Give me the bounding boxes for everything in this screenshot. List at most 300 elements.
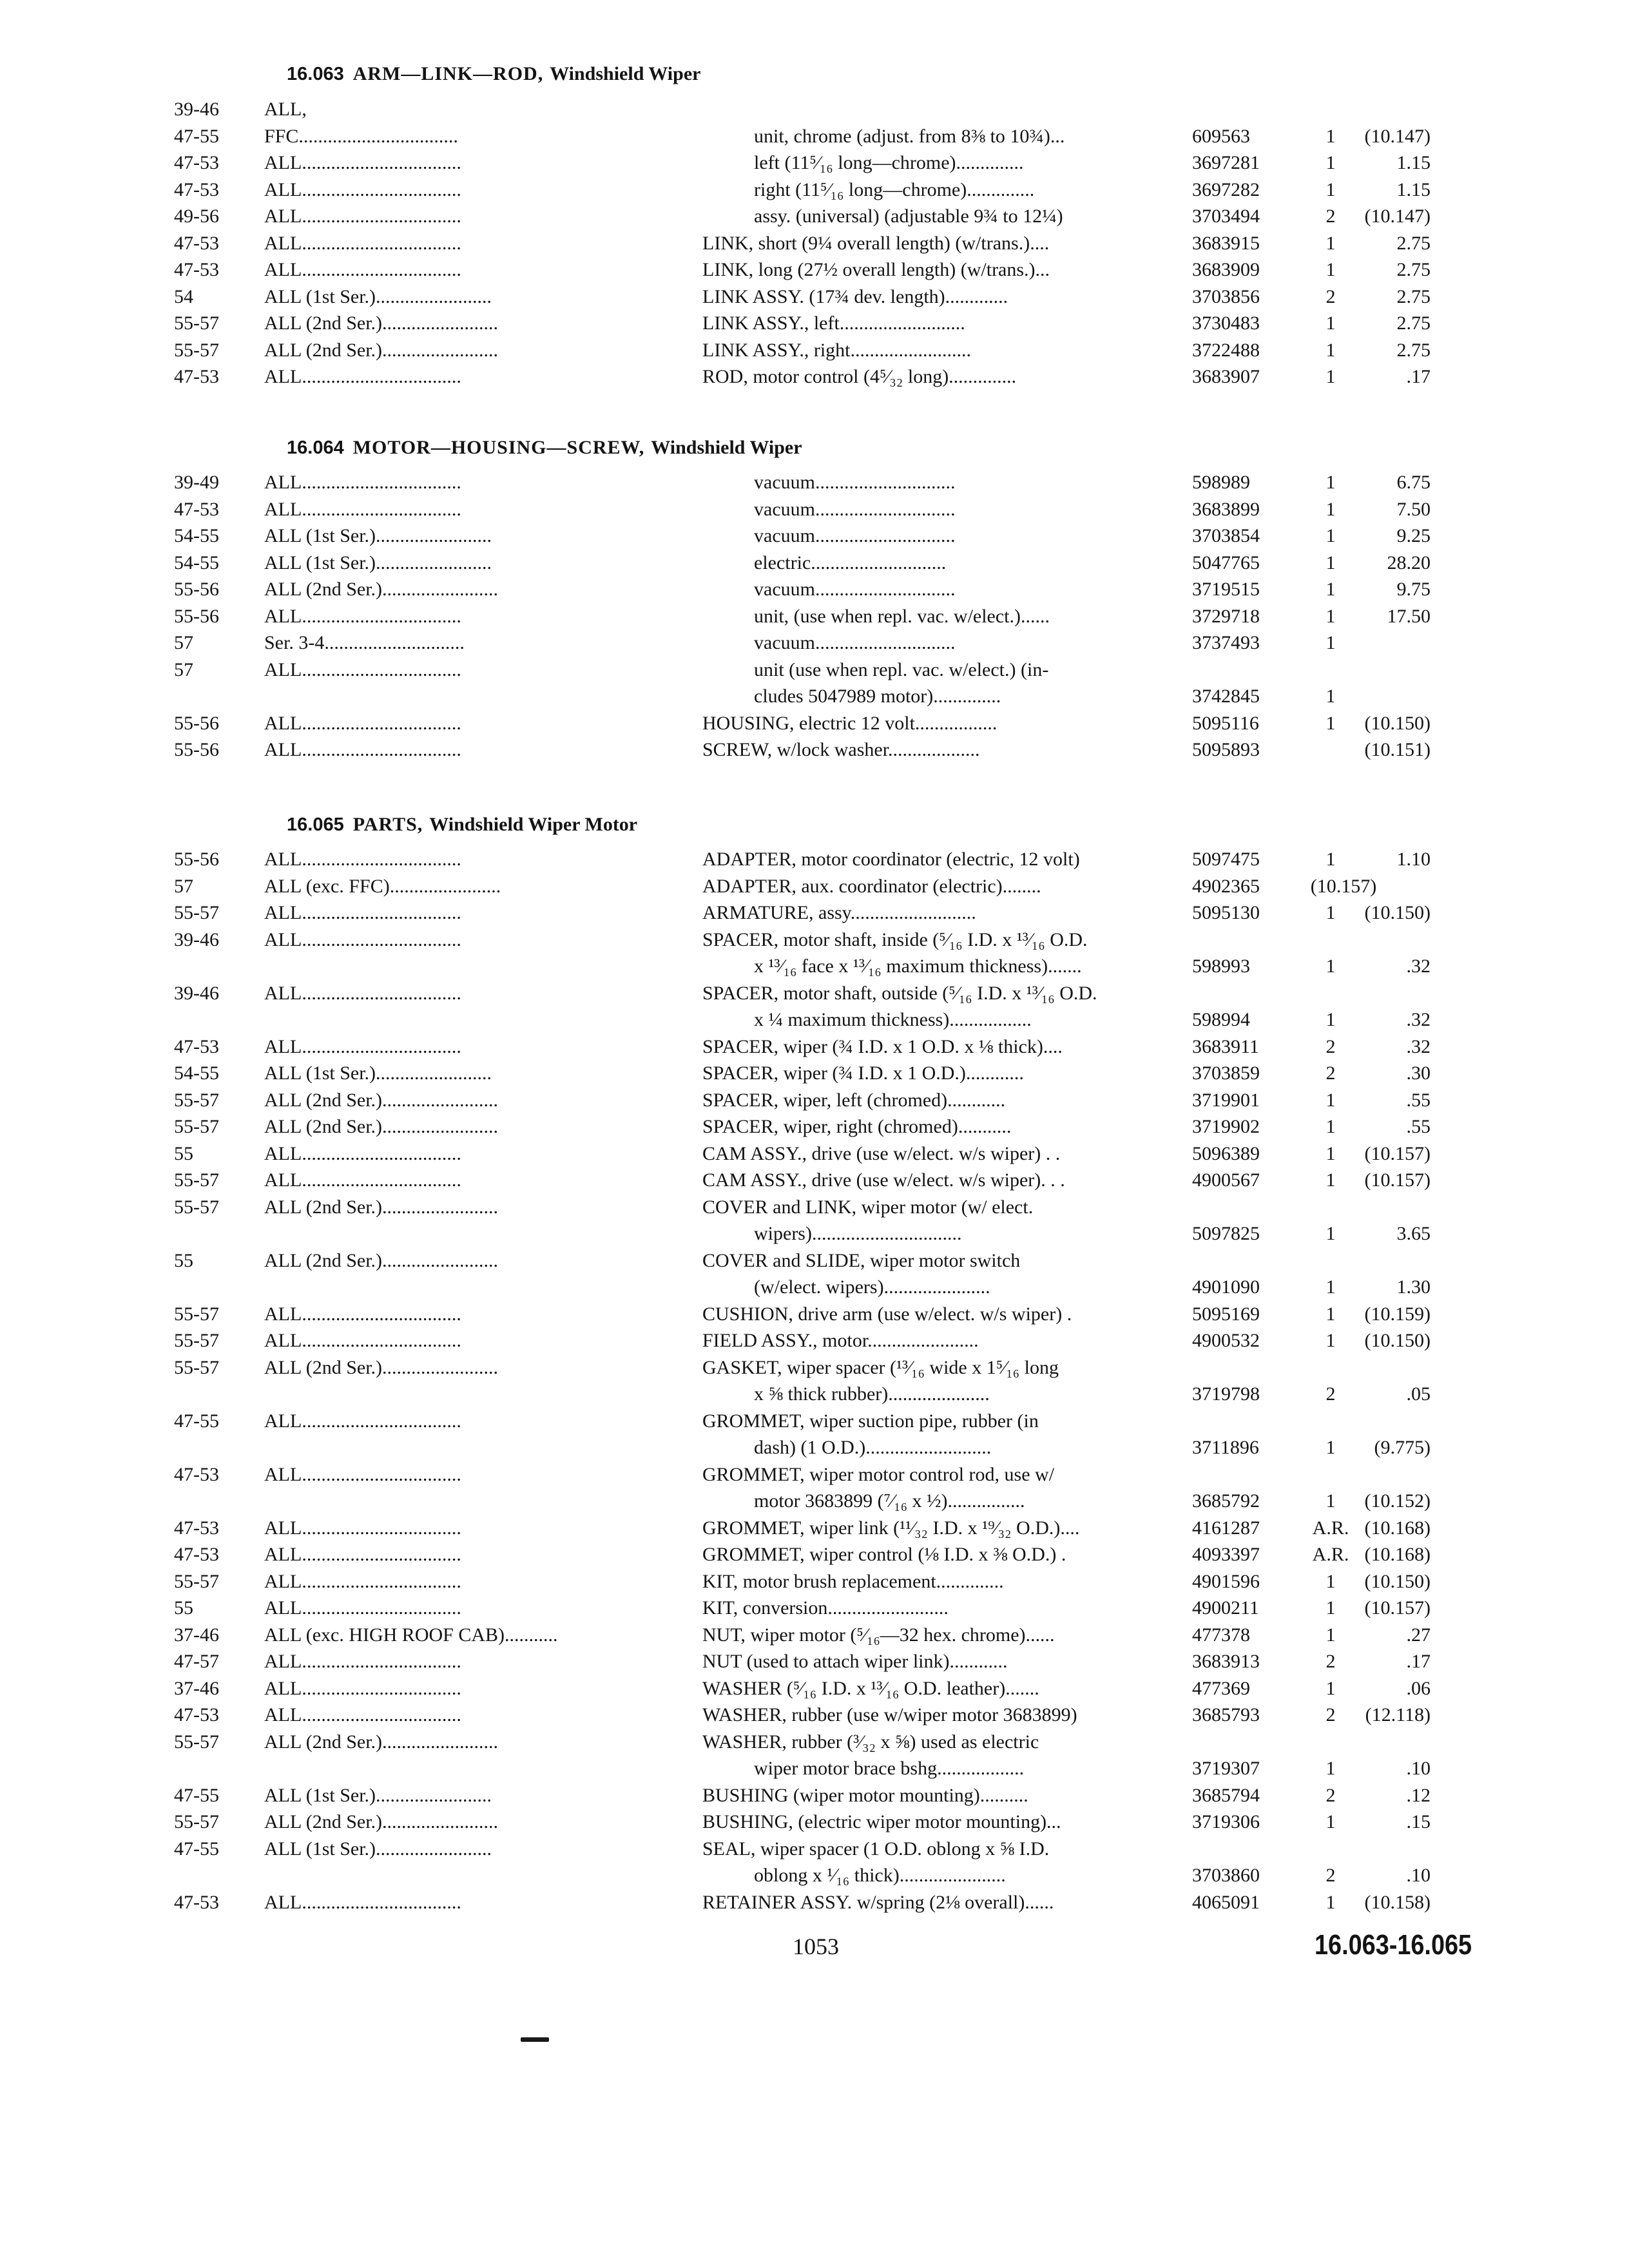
table-row <box>0 1622 1629 1648</box>
model-years: 55 <box>174 1143 193 1164</box>
price: 1.15 <box>1396 152 1431 173</box>
price: (10.158) <box>1364 1892 1431 1913</box>
table-row <box>0 337 1629 363</box>
table-row <box>0 980 1629 1006</box>
price: (10.147) <box>1364 206 1431 227</box>
part-description: electric............................ <box>754 552 947 573</box>
part-number: 5095116 <box>1192 713 1259 734</box>
model-years: 49-56 <box>174 206 219 227</box>
application: ALL................................. <box>264 929 461 950</box>
model-years: 47-55 <box>174 126 219 147</box>
table-row <box>0 629 1629 656</box>
part-number: 3730483 <box>1192 312 1260 334</box>
price: (10.147) <box>1364 126 1431 147</box>
quantity: 1 <box>1325 1624 1336 1646</box>
model-years: 47-53 <box>174 1892 219 1913</box>
table-row <box>0 710 1629 736</box>
part-number: 4900567 <box>1192 1169 1260 1191</box>
model-years: 47-55 <box>174 1410 219 1432</box>
table-row <box>0 96 1629 122</box>
price: 1.30 <box>1396 1276 1431 1298</box>
quantity: 1 <box>1325 525 1336 546</box>
part-number: 3683913 <box>1192 1651 1260 1672</box>
table-row <box>0 1087 1629 1113</box>
application: ALL (2nd Ser.)........................ <box>264 1811 499 1832</box>
model-years: 47-57 <box>174 1651 219 1672</box>
quantity: 2 <box>1325 1651 1336 1672</box>
model-years: 47-53 <box>174 259 219 280</box>
application: ALL (2nd Ser.)........................ <box>264 1250 499 1271</box>
table-row <box>0 1488 1629 1514</box>
price: .15 <box>1406 1811 1431 1832</box>
table-row <box>0 1434 1629 1461</box>
part-number: 3711896 <box>1192 1437 1259 1458</box>
part-number: 3703494 <box>1192 206 1260 227</box>
part-description: WASHER (⁵⁄₁₆ I.D. x ¹³⁄₁₆ O.D. leather)....... <box>702 1678 1039 1699</box>
part-description: CAM ASSY., drive (use w/elect. w/s wiper) . . <box>702 1143 1061 1164</box>
part-number: 3697282 <box>1192 179 1260 200</box>
application: ALL................................. <box>264 1517 461 1539</box>
part-number: 5097475 <box>1192 849 1260 870</box>
quantity: 1 <box>1325 713 1336 734</box>
application: ALL................................. <box>264 1571 461 1592</box>
table-row <box>0 899 1629 926</box>
model-years: 47-53 <box>174 366 219 387</box>
part-number: 5095130 <box>1192 902 1260 923</box>
model-years: 39-46 <box>174 99 219 120</box>
model-years: 47-55 <box>174 1838 219 1860</box>
section-keyword: MOTOR—HOUSING—SCREW, <box>352 437 645 458</box>
application: ALL................................. <box>264 366 461 387</box>
part-description: GASKET, wiper spacer (¹³⁄₁₆ wide x 1⁵⁄₁₆ long <box>702 1357 1059 1378</box>
table-row <box>0 1782 1629 1809</box>
model-years: 47-53 <box>174 499 219 520</box>
quantity: 1 <box>1325 1330 1336 1351</box>
application: ALL................................. <box>264 1892 461 1913</box>
price: 7.50 <box>1396 499 1431 520</box>
quantity: 1 <box>1325 1303 1336 1325</box>
quantity: A.R. <box>1312 1544 1349 1565</box>
quantity: 1 <box>1325 849 1336 870</box>
price: 9.25 <box>1396 525 1431 546</box>
application: ALL................................. <box>264 259 461 280</box>
part-description: unit, chrome (adjust. from 8⅜ to 10¾)... <box>754 126 1065 147</box>
application: ALL (2nd Ser.)........................ <box>264 1196 499 1218</box>
part-description: NUT (used to attach wiper link)............ <box>702 1651 1008 1672</box>
part-number: 3685794 <box>1192 1785 1260 1806</box>
model-years: 55-57 <box>174 1357 219 1378</box>
part-description: HOUSING, electric 12 volt................. <box>702 713 998 734</box>
table-row <box>0 496 1629 523</box>
model-years: 57 <box>174 632 193 653</box>
price: (10.151) <box>1364 739 1431 760</box>
part-number: 4161287 <box>1192 1517 1260 1539</box>
part-description: vacuum............................. <box>754 499 956 520</box>
application: ALL................................. <box>264 1303 461 1325</box>
part-number: 5095893 <box>1192 739 1260 760</box>
table-row <box>0 1702 1629 1728</box>
part-description: (w/elect. wipers)...................... <box>754 1276 990 1298</box>
price: (10.157) <box>1364 1597 1431 1619</box>
part-description: LINK ASSY. (17¾ dev. length)............. <box>702 286 1008 307</box>
table-row <box>0 1648 1629 1675</box>
part-number: 3742845 <box>1192 686 1260 707</box>
section-number: 16.063 <box>287 64 344 84</box>
application: ALL................................. <box>264 1651 461 1672</box>
part-description: RETAINER ASSY. w/spring (2⅛ overall)...... <box>702 1892 1054 1913</box>
application: ALL (2nd Ser.)........................ <box>264 1731 499 1753</box>
table-row <box>0 603 1629 629</box>
table-row <box>0 1113 1629 1140</box>
part-description: dash) (1 O.D.).......................... <box>754 1437 992 1458</box>
part-description: SCREW, w/lock washer................... <box>702 739 980 760</box>
part-number: 598994 <box>1192 1009 1250 1030</box>
part-description: WASHER, rubber (³⁄₃₂ x ⅝) used as electric <box>702 1731 1039 1753</box>
application: ALL................................. <box>264 179 461 200</box>
model-years: 39-46 <box>174 983 219 1004</box>
table-row <box>0 1167 1629 1193</box>
part-number: 3719306 <box>1192 1811 1260 1832</box>
table-row <box>0 1140 1629 1167</box>
model-years: 55-57 <box>174 902 219 923</box>
table-row <box>0 576 1629 602</box>
application: ALL................................. <box>264 849 461 870</box>
quantity: 1 <box>1325 632 1336 653</box>
application: ALL (2nd Ser.)........................ <box>264 1090 499 1111</box>
price: (12.118) <box>1365 1704 1431 1725</box>
application: ALL................................. <box>264 659 461 680</box>
quantity: 1 <box>1325 1811 1336 1832</box>
model-years: 55-56 <box>174 739 219 760</box>
application: ALL................................. <box>264 739 461 760</box>
application: ALL................................. <box>264 606 461 627</box>
section-heading <box>287 428 802 467</box>
application: ALL................................. <box>264 1169 461 1191</box>
price: (9.775) <box>1374 1437 1431 1458</box>
part-number: 4901596 <box>1192 1571 1260 1592</box>
table-row <box>0 1568 1629 1595</box>
model-years: 54-55 <box>174 525 219 546</box>
quantity: 1 <box>1325 1276 1336 1298</box>
model-years: 55-57 <box>174 1303 219 1325</box>
model-years: 55-57 <box>174 1090 219 1111</box>
price: 28.20 <box>1387 552 1431 573</box>
quantity: 1 <box>1325 579 1336 600</box>
price: 1.15 <box>1396 179 1431 200</box>
part-description: unit, (use when repl. vac. w/elect.)...... <box>754 606 1050 627</box>
application: ALL (1st Ser.)........................ <box>264 552 492 573</box>
model-years: 47-53 <box>174 1464 219 1485</box>
price: 2.75 <box>1396 259 1431 280</box>
price: 2.75 <box>1396 233 1431 254</box>
model-years: 55-57 <box>174 1571 219 1592</box>
part-description: WASHER, rubber (use w/wiper motor 3683899) <box>702 1704 1077 1725</box>
part-number: 4901090 <box>1192 1276 1260 1298</box>
quantity: 1 <box>1325 499 1336 520</box>
price: .10 <box>1406 1758 1431 1779</box>
price: (10.150) <box>1364 1330 1431 1351</box>
model-years: 47-53 <box>174 1517 219 1539</box>
quantity: (10.157) <box>1310 876 1377 897</box>
price: (10.168) <box>1364 1517 1431 1539</box>
application: ALL................................. <box>264 1597 461 1619</box>
part-number: 3683909 <box>1192 259 1260 280</box>
quantity: 1 <box>1325 1223 1336 1244</box>
part-description: NUT, wiper motor (⁵⁄₁₆—32 hex. chrome)...... <box>702 1624 1055 1646</box>
application: ALL................................. <box>264 1036 461 1057</box>
quantity: 1 <box>1325 472 1336 493</box>
price: 2.75 <box>1396 340 1431 361</box>
part-number: 3685792 <box>1192 1490 1260 1512</box>
part-description: SPACER, wiper, right (chromed)........... <box>702 1116 1012 1137</box>
table-row <box>0 1675 1629 1702</box>
quantity: 1 <box>1325 1758 1336 1779</box>
table-row <box>0 1274 1629 1300</box>
model-years: 47-53 <box>174 1704 219 1725</box>
part-number: 4093397 <box>1192 1544 1260 1565</box>
part-description: left (11⁵⁄₁₆ long—chrome).............. <box>754 152 1024 173</box>
table-row <box>0 1889 1629 1916</box>
table-row <box>0 284 1629 310</box>
price: 3.65 <box>1396 1223 1431 1244</box>
part-description: unit (use when repl. vac. w/elect.) (in- <box>754 659 1049 680</box>
quantity: 2 <box>1325 1036 1336 1057</box>
section-range: 16.063-16.065 <box>1315 1929 1472 1961</box>
price: (10.152) <box>1364 1490 1431 1512</box>
quantity: 1 <box>1325 366 1336 387</box>
application: ALL (2nd Ser.)........................ <box>264 312 499 334</box>
application: ALL (1st Ser.)........................ <box>264 286 492 307</box>
quantity: 1 <box>1325 1169 1336 1191</box>
part-description: LINK ASSY., right......................... <box>702 340 971 361</box>
table-row <box>0 123 1629 149</box>
part-description: BUSHING, (electric wiper motor mounting)... <box>702 1811 1061 1832</box>
section-title: Windshield Wiper <box>651 437 802 458</box>
application: ALL (2nd Ser.)........................ <box>264 579 499 600</box>
section-heading <box>287 55 700 93</box>
part-description: LINK ASSY., left.......................... <box>702 312 965 334</box>
part-description: KIT, motor brush replacement.............. <box>702 1571 1004 1592</box>
part-description: x ¹³⁄₁₆ face x ¹³⁄₁₆ maximum thickness)....... <box>754 956 1082 977</box>
table-row <box>0 1354 1629 1381</box>
quantity: 1 <box>1325 1678 1336 1699</box>
model-years: 37-46 <box>174 1624 219 1646</box>
model-years: 47-53 <box>174 179 219 200</box>
part-description: SPACER, motor shaft, outside (⁵⁄₁₆ I.D. x ¹³⁄₁₆ O.D. <box>702 983 1097 1004</box>
price: (10.159) <box>1364 1303 1431 1325</box>
price: 1.10 <box>1396 849 1431 870</box>
part-description: FIELD ASSY., motor....................... <box>702 1330 979 1351</box>
model-years: 54 <box>174 286 193 307</box>
part-description: right (11⁵⁄₁₆ long—chrome).............. <box>754 179 1035 200</box>
model-years: 55-57 <box>174 1196 219 1218</box>
part-description: cludes 5047989 motor).............. <box>754 686 1001 707</box>
part-number: 598989 <box>1192 472 1250 493</box>
model-years: 47-53 <box>174 1036 219 1057</box>
application: ALL (2nd Ser.)........................ <box>264 340 499 361</box>
part-number: 3722488 <box>1192 340 1260 361</box>
part-description: GROMMET, wiper motor control rod, use w/ <box>702 1464 1055 1485</box>
part-number: 5047765 <box>1192 552 1260 573</box>
part-description: CAM ASSY., drive (use w/elect. w/s wiper). . . <box>702 1169 1065 1191</box>
part-number: 609563 <box>1192 126 1250 147</box>
price: (10.168) <box>1364 1544 1431 1565</box>
price: 17.50 <box>1387 606 1431 627</box>
quantity: 2 <box>1325 1062 1336 1084</box>
quantity: 1 <box>1325 1143 1336 1164</box>
section-title: Windshield Wiper <box>550 63 701 84</box>
table-row <box>0 1220 1629 1247</box>
part-number: 4900211 <box>1192 1597 1259 1619</box>
part-description: GROMMET, wiper control (⅛ I.D. x ⅜ O.D.) . <box>702 1544 1066 1565</box>
section-title: Windshield Wiper Motor <box>429 814 638 835</box>
table-row <box>0 1541 1629 1568</box>
model-years: 54-55 <box>174 552 219 573</box>
price: (10.150) <box>1364 1571 1431 1592</box>
table-row <box>0 736 1629 763</box>
section-heading <box>287 805 637 844</box>
application: Ser. 3-4............................. <box>264 632 465 653</box>
application: ALL (1st Ser.)........................ <box>264 525 492 546</box>
quantity: 1 <box>1325 1892 1336 1913</box>
quantity: 1 <box>1325 956 1336 977</box>
table-row <box>0 523 1629 549</box>
part-description: x ¼ maximum thickness)................. <box>754 1009 1032 1030</box>
part-number: 5095169 <box>1192 1303 1260 1325</box>
model-years: 55-57 <box>174 340 219 361</box>
price: .12 <box>1406 1785 1431 1806</box>
part-description: wiper motor brace bshg.................. <box>754 1758 1025 1779</box>
price: .32 <box>1406 1036 1431 1057</box>
part-description: SPACER, wiper (¾ I.D. x 1 O.D. x ⅛ thick).... <box>702 1036 1063 1057</box>
part-description: CUSHION, drive arm (use w/elect. w/s wiper) . <box>702 1303 1072 1325</box>
table-row <box>0 1247 1629 1274</box>
application: ALL (1st Ser.)........................ <box>264 1838 492 1860</box>
table-row <box>0 846 1629 872</box>
part-number: 3703856 <box>1192 286 1260 307</box>
price: .17 <box>1406 1651 1431 1672</box>
part-description: BUSHING (wiper motor mounting).......... <box>702 1785 1028 1806</box>
application: ALL (exc. HIGH ROOF CAB)........... <box>264 1624 558 1646</box>
application: ALL................................. <box>264 206 461 227</box>
application: ALL................................. <box>264 1678 461 1699</box>
quantity: 1 <box>1325 1490 1336 1512</box>
table-row <box>0 1060 1629 1086</box>
model-years: 47-53 <box>174 1544 219 1565</box>
table-row <box>0 657 1629 683</box>
table-row <box>0 1327 1629 1354</box>
application: ALL................................. <box>264 1704 461 1725</box>
quantity: 1 <box>1325 902 1336 923</box>
print-mark <box>521 2037 549 2042</box>
price: (10.150) <box>1364 902 1431 923</box>
part-description: vacuum............................. <box>754 579 956 600</box>
part-number: 3703859 <box>1192 1062 1260 1084</box>
table-row <box>0 203 1629 229</box>
part-number: 4065091 <box>1192 1892 1260 1913</box>
part-number: 3683899 <box>1192 499 1260 520</box>
quantity: 1 <box>1325 1009 1336 1030</box>
price: .27 <box>1406 1624 1431 1646</box>
part-number: 3697281 <box>1192 152 1260 173</box>
page-number: 1053 <box>793 1934 839 1959</box>
application: ALL................................. <box>264 983 461 1004</box>
quantity: 1 <box>1325 686 1336 707</box>
part-number: 3683907 <box>1192 366 1260 387</box>
table-row <box>0 469 1629 495</box>
part-description: ROD, motor control (4⁵⁄₃₂ long).............. <box>702 366 1017 387</box>
price: 9.75 <box>1396 579 1431 600</box>
part-description: x ⅝ thick rubber)..................... <box>754 1383 990 1405</box>
part-number: 3719798 <box>1192 1383 1260 1405</box>
quantity: 1 <box>1325 179 1336 200</box>
quantity: 1 <box>1325 312 1336 334</box>
application: ALL (2nd Ser.)........................ <box>264 1116 499 1137</box>
quantity: 1 <box>1325 552 1336 573</box>
table-row <box>0 363 1629 390</box>
part-description: SPACER, motor shaft, inside (⁵⁄₁₆ I.D. x ¹³⁄₁₆ O.D. <box>702 929 1088 950</box>
table-row <box>0 1006 1629 1033</box>
part-number: 3703854 <box>1192 525 1260 546</box>
price: .55 <box>1406 1116 1431 1137</box>
model-years: 57 <box>174 659 193 680</box>
price: .06 <box>1406 1678 1431 1699</box>
part-number: 3719902 <box>1192 1116 1260 1137</box>
model-years: 55-56 <box>174 849 219 870</box>
section-number: 16.064 <box>287 437 344 458</box>
model-years: 47-53 <box>174 152 219 173</box>
part-description: KIT, conversion......................... <box>702 1597 949 1619</box>
model-years: 55-57 <box>174 1169 219 1191</box>
table-row <box>0 1033 1629 1060</box>
price: .17 <box>1406 366 1431 387</box>
quantity: 2 <box>1325 1785 1336 1806</box>
price: 2.75 <box>1396 286 1431 307</box>
part-description: GROMMET, wiper link (¹¹⁄₃₂ I.D. x ¹⁹⁄₃₂ O.D.).... <box>702 1517 1080 1539</box>
application: ALL................................. <box>264 152 461 173</box>
part-number: 3683911 <box>1192 1036 1259 1057</box>
model-years: 39-49 <box>174 472 219 493</box>
part-number: 3719515 <box>1192 579 1260 600</box>
part-number: 3737493 <box>1192 632 1260 653</box>
model-years: 47-53 <box>174 233 219 254</box>
part-number: 3685793 <box>1192 1704 1260 1725</box>
part-description: oblong x ¹⁄₁₆ thick)...................... <box>754 1865 1006 1886</box>
application: ALL (2nd Ser.)........................ <box>264 1357 499 1378</box>
part-number: 477378 <box>1192 1624 1250 1646</box>
part-number: 5096389 <box>1192 1143 1260 1164</box>
part-description: wipers)............................... <box>754 1223 962 1244</box>
quantity: 1 <box>1325 1597 1336 1619</box>
quantity: 1 <box>1325 1437 1336 1458</box>
part-description: assy. (universal) (adjustable 9¾ to 12¼) <box>754 206 1063 227</box>
part-number: 5097825 <box>1192 1223 1260 1244</box>
quantity: 1 <box>1325 152 1336 173</box>
quantity: 1 <box>1325 1571 1336 1592</box>
part-number: 3683915 <box>1192 233 1260 254</box>
table-row <box>0 1461 1629 1488</box>
quantity: 1 <box>1325 259 1336 280</box>
part-description: ARMATURE, assy.......................... <box>702 902 976 923</box>
application: FFC................................. <box>264 126 458 147</box>
part-description: ADAPTER, motor coordinator (electric, 12 volt) <box>702 849 1080 870</box>
price: (10.157) <box>1364 1169 1431 1191</box>
part-description: vacuum............................. <box>754 525 956 546</box>
model-years: 55-57 <box>174 312 219 334</box>
model-years: 55-56 <box>174 579 219 600</box>
part-description: SPACER, wiper (¾ I.D. x 1 O.D.)............ <box>702 1062 1024 1084</box>
application: ALL (1st Ser.)........................ <box>264 1062 492 1084</box>
